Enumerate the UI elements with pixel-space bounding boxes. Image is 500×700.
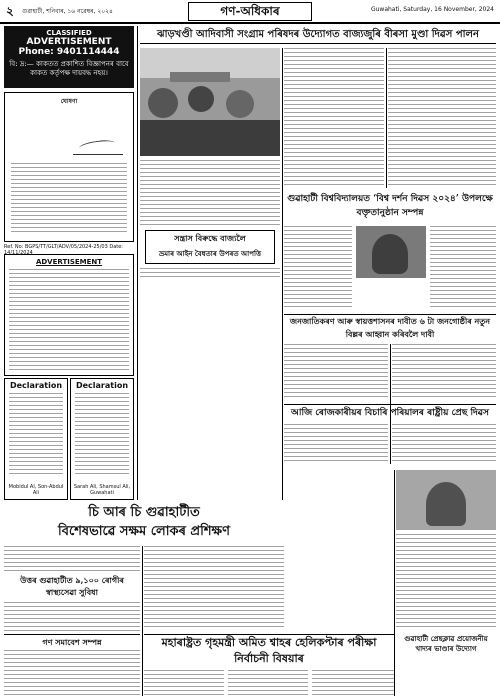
article-text bbox=[228, 670, 308, 696]
article-text bbox=[284, 226, 352, 310]
page-number: ২ bbox=[6, 4, 14, 18]
event-photo bbox=[140, 48, 280, 156]
declaration-body bbox=[9, 393, 63, 477]
advertisement-box bbox=[4, 254, 134, 376]
classified-box bbox=[4, 26, 134, 88]
sub-headline-line1: সন্ত্ৰাস বিৰুদ্ধে বাজ্যলৈ bbox=[174, 233, 246, 243]
article-text bbox=[396, 534, 496, 630]
article-text bbox=[4, 546, 140, 572]
jan-headline: জনজাতিকৰণ আৰু স্বায়ত্তশাসনৰ দাবীত ৬ টা জনগোষ্ঠীৰ নতুন বিল্লৰ আহ্বান কৰিবলৈ দাবী bbox=[284, 314, 496, 342]
sub-headline-line2: ভ্ৰমাৰ আইন বৈধতাৰ উপৰত আপত্তি bbox=[159, 249, 261, 258]
declaration-signature: Sarah Ali, Shamsul Ali, Guwahati bbox=[73, 484, 131, 496]
crc-headline-line2: বিশেষভাৱে সক্ষম লোকৰ প্ৰশিক্ষণ bbox=[58, 524, 230, 539]
header-date-right: Guwahati, Saturday, 16 November, 2024 bbox=[370, 6, 494, 13]
article-text bbox=[140, 160, 280, 228]
advertisement-body bbox=[9, 269, 129, 371]
masthead: গণ-অধিকাৰ bbox=[188, 2, 312, 21]
signature-mark bbox=[73, 133, 123, 155]
health-sub-headline: উত্তৰ গুৱাহাটীত ৯,১০০ ৰোগীৰ স্বাস্থ্যসেৱা সুবিধা bbox=[20, 575, 124, 597]
district-headline: গণ সমাবেশ সম্পন্ন bbox=[4, 634, 140, 648]
article-text bbox=[4, 602, 140, 632]
notice-body-text bbox=[11, 163, 127, 233]
declaration-heading: Declaration bbox=[9, 381, 63, 390]
column-rule bbox=[282, 48, 283, 500]
article-text bbox=[140, 268, 280, 280]
classified-phone: Phone: 9401114444 bbox=[18, 47, 120, 57]
column-rule bbox=[137, 26, 138, 500]
right-caption bbox=[396, 634, 496, 696]
article-text bbox=[388, 48, 496, 188]
press-club-photo bbox=[396, 470, 496, 530]
right-caption-text: গুৱাহাটী প্ৰেছক্লাৱ প্ৰয়োজনীয় খাদ্যৰ ভাণ্ডাৰ উদ্যোগ bbox=[404, 634, 488, 653]
column-rule bbox=[142, 546, 143, 696]
article-text bbox=[284, 424, 388, 464]
crc-headline-line1: চি আৰ চি গুৱাহাটীত bbox=[88, 505, 200, 520]
notice-heading: ঘোষণা bbox=[60, 98, 78, 105]
header-bar bbox=[0, 0, 500, 24]
main-headline: ঝাড়খণ্ডী আদিবাসী সংগ্ৰাম পৰিষদৰ উদ্যোগত বাজ্যজুৰি বীৰসা মুণ্ডা দিৱস পালন bbox=[140, 26, 496, 44]
article-text bbox=[144, 670, 224, 696]
article-text bbox=[284, 344, 388, 400]
classified-label: CLASSIFIED bbox=[46, 29, 92, 37]
declaration-box-left bbox=[4, 378, 68, 500]
university-headline: গুৱাহাটী বিশ্ববিদ্যালয়ত ‘বিশ্ব দৰ্শন দিৱস ২০২৪’ উপলক্ষে বক্তৃতানুষ্ঠান সম্পন্ন bbox=[287, 194, 493, 218]
declaration-signature: Mobidul Al, Son-Abdul Ali bbox=[8, 484, 64, 496]
article-text bbox=[392, 424, 496, 464]
maharashtra-headline: মহাৰাষ্ট্ৰত গৃহমন্ত্ৰী অমিত শ্বাহৰ হেলিকপ্টাৰ পৰীক্ষা নিৰ্বাচনী বিষয়াৰ bbox=[144, 634, 394, 668]
article-text bbox=[284, 48, 384, 188]
column-rule bbox=[394, 470, 395, 696]
declaration-box-right bbox=[70, 378, 134, 500]
declaration-heading: Declaration bbox=[75, 381, 129, 390]
classified-title: ADVERTISEMENT bbox=[26, 37, 112, 47]
article-text bbox=[392, 344, 496, 400]
article-text bbox=[144, 546, 284, 630]
declaration-body bbox=[75, 393, 129, 477]
press-day-headline: আজি ৰোজকাৰীয়ৰ বিচাৰি পৰিয়ালৰ ৰাষ্ট্ৰীয় প্ৰেছ দিৱস bbox=[284, 404, 496, 420]
crc-headline bbox=[4, 504, 284, 544]
advertisement-heading: ADVERTISEMENT bbox=[35, 258, 103, 266]
sub-headline-box bbox=[145, 230, 275, 264]
column-rule bbox=[386, 48, 387, 188]
notice-box bbox=[4, 92, 134, 242]
article-text bbox=[430, 226, 496, 310]
speaker-photo bbox=[356, 226, 426, 278]
article-text bbox=[312, 670, 394, 696]
classified-note: বি: দ্র:— কাকতত প্ৰকাশিত বিজ্ঞাপনৰ বাবে কাকত কৰ্তৃপক্ষ দায়বদ্ধ নহয়। bbox=[9, 60, 129, 77]
article-text bbox=[4, 650, 140, 696]
header-date-left: গুৱাহাটী, শনিবাৰ, ১৬ নৱেম্বৰ, ২০২৪ bbox=[22, 8, 113, 15]
advert-reference: Ref. No: BGPS/TT/GLT/ADV/05/2024-25/03 Date: 14/11/2024 bbox=[4, 244, 123, 256]
